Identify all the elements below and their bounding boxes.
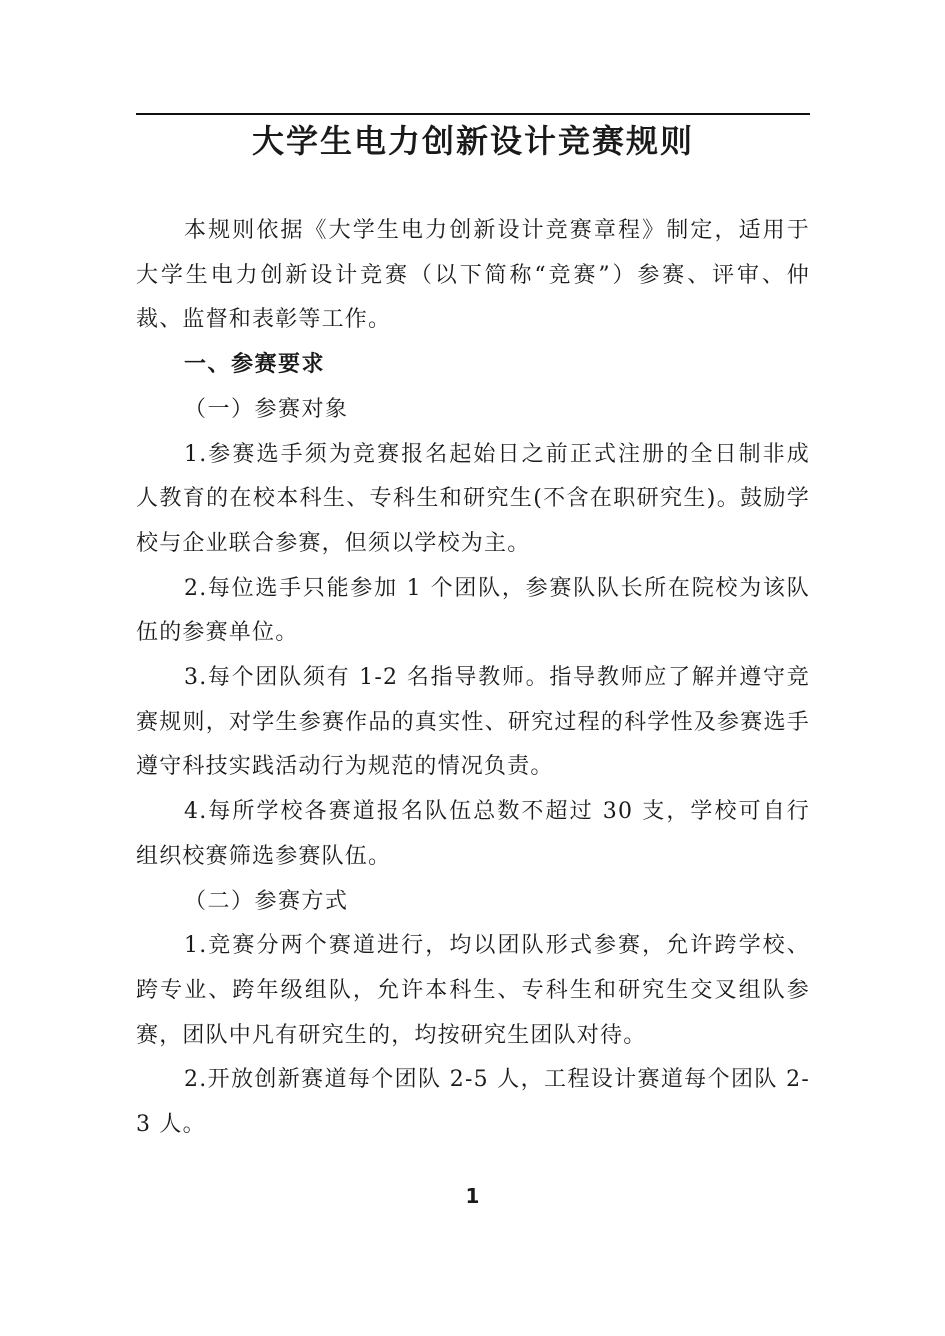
subsection-heading-participants: （一）参赛对象 — [184, 396, 349, 422]
participant-rule-4: 4.每所学校各赛道报名队伍总数不超过 30 支，学校可自行组织校赛筛选参赛队伍。 — [136, 799, 810, 869]
method-rule-2: 2.开放创新赛道每个团队 2-5 人，工程设计赛道每个团队 2-3 人。 — [136, 1067, 810, 1138]
intro-paragraph: 本规则依据《大学生电力创新设计竞赛章程》制定，适用于大学生电力创新设计竞赛（以下简称“竞赛”）参赛、评审、仲裁、监督和表彰等工作。 — [136, 218, 810, 333]
page-number: 1 — [465, 1184, 480, 1208]
participant-rule-1: 1.参赛选手须为竞赛报名起始日之前正式注册的全日制非成人教育的在校本科生、专科生和研究生(不含在职研究生)。鼓励学校与企业联合参赛，但须以学校为主。 — [136, 441, 810, 556]
section-heading-requirements: 一、参赛要求 — [184, 352, 326, 378]
participant-rule-2: 2.每位选手只能参加 1 个团队，参赛队队长所在院校为该队伍的参赛单位。 — [136, 575, 810, 646]
participant-rule-3: 3.每个团队须有 1-2 名指导教师。指导教师应了解并遵守竞赛规则，对学生参赛作品的真实性、研究过程的科学性及参赛选手遵守科技实践活动行为规范的情况负责。 — [136, 665, 810, 780]
header-rule — [136, 113, 810, 115]
subsection-heading-method: （二）参赛方式 — [184, 888, 349, 914]
document-body — [136, 209, 810, 1148]
document-title: 大学生电力创新设计竞赛规则 — [251, 122, 694, 160]
method-rule-1: 1.竞赛分两个赛道进行，均以团队形式参赛，允许跨学校、跨专业、跨年级组队，允许本科生、专科生和研究生交叉组队参赛，团队中凡有研究生的，均按研究生团队对待。 — [136, 933, 810, 1048]
